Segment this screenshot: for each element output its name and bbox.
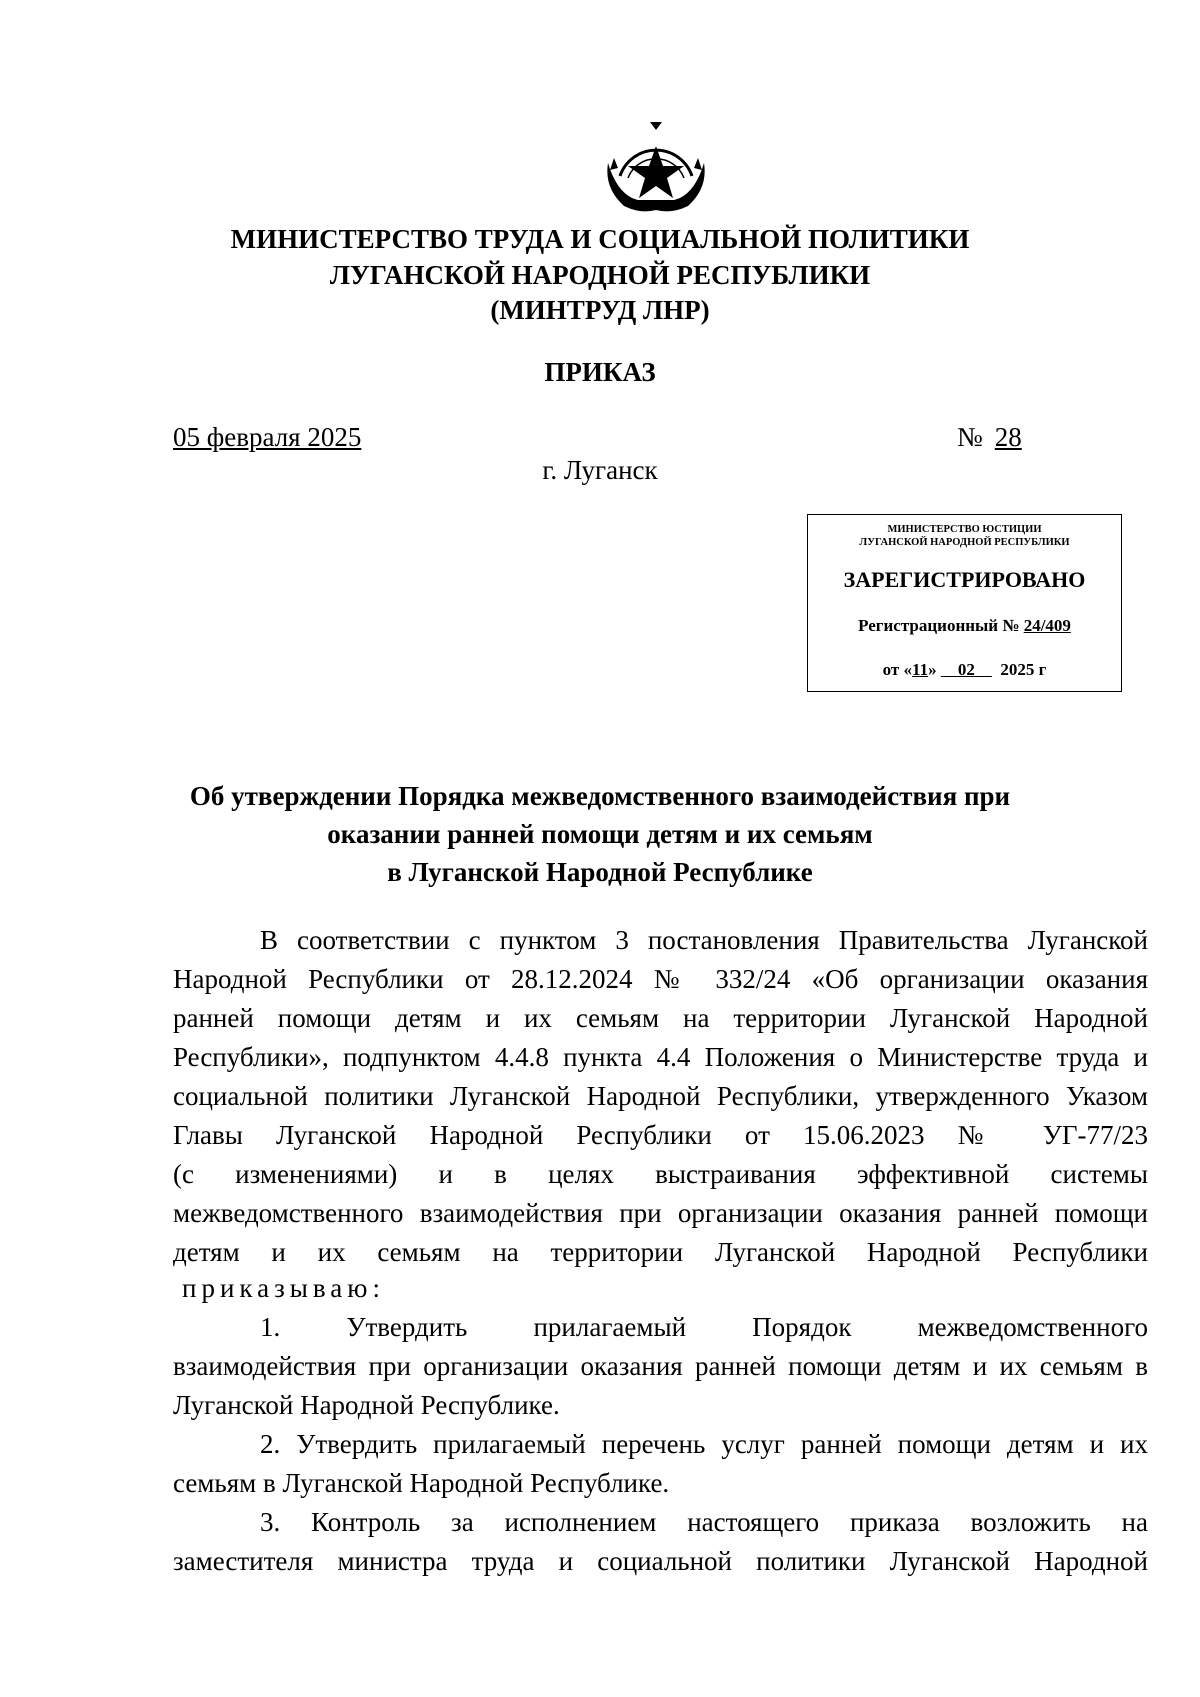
order-number-value: 28 <box>994 422 1022 452</box>
stamp-registered: ЗАРЕГИСТРИРОВАНО <box>843 567 1086 592</box>
body-line: семьям в Луганской Народной Республике. <box>173 1468 670 1498</box>
body-item-2: 2. Утвердить прилагаемый перечень услуг ранней помощи детям и их <box>260 1429 1148 1459</box>
body-line: Народной Республики от 28.12.2024 № 332/24 «Об организации оказания <box>173 964 1148 994</box>
stamp-ministry-line2: ЛУГАНСКОЙ НАРОДНОЙ РЕСПУБЛИКИ <box>859 537 1070 548</box>
body-line: межведомственного взаимодействия при организации оказания ранней помощи <box>173 1198 1148 1228</box>
ministry-name-line2: ЛУГАНСКОЙ НАРОДНОЙ РЕСПУБЛИКИ <box>329 260 871 290</box>
body-line: Республики», подпунктом 4.4.8 пункта 4.4 Положения о Министерстве труда и <box>173 1042 1148 1072</box>
order-title: ПРИКАЗ <box>544 357 656 387</box>
subject-line1: Об утверждении Порядка межведомственного взаимодействия при <box>189 781 1011 811</box>
stamp-date-day: 11 <box>912 660 929 679</box>
ministry-abbr: (МИНТРУД ЛНР) <box>490 295 710 325</box>
stamp-date-mid: » <box>928 660 937 679</box>
body-item-3: 3. Контроль за исполнением настоящего приказа возложить на <box>260 1507 1148 1537</box>
stamp-date <box>808 659 1121 681</box>
body-line: Главы Луганской Народной Республики от 15.06.2023 № УГ-77/23 <box>173 1120 1148 1150</box>
stamp-date-month <box>941 660 992 679</box>
body-line-orders: приказываю: <box>182 1273 385 1303</box>
stamp-reg-number <box>808 615 1121 637</box>
body-line: детям и их семьям на территории Луганской Народной Республики <box>173 1237 1148 1267</box>
order-number-label: № <box>957 422 983 452</box>
stamp-date-year: 2025 г <box>1000 660 1047 679</box>
coat-of-arms-emblem <box>600 118 712 218</box>
body-line: заместителя министра труда и социальной политики Луганской Народной <box>173 1546 1148 1576</box>
stamp-reg-label: Регистрационный № <box>858 616 1020 635</box>
stamp-reg-value: 24/409 <box>1023 616 1071 635</box>
body-line: социальной политики Луганской Народной Республики, утвержденного Указом <box>173 1081 1148 1111</box>
order-date: 05 февраля 2025 <box>173 422 362 452</box>
body-line: (с изменениями) и в целях выстраивания эффективной системы <box>173 1159 1148 1189</box>
body-item-1: 1. Утвердить прилагаемый Порядок межведомственного <box>260 1312 1148 1342</box>
body-line: взаимодействия при организации оказания ранней помощи детям и их семьям в <box>173 1351 1148 1381</box>
registration-stamp <box>807 514 1122 692</box>
body-line: Луганской Народной Республике. <box>173 1390 560 1420</box>
stamp-date-month-value: 02 <box>957 660 975 679</box>
subject-line2: оказании ранней помощи детям и их семьям <box>327 819 873 849</box>
stamp-date-prefix: от « <box>882 660 913 679</box>
order-city: г. Луганск <box>542 455 658 485</box>
subject-line3: в Луганской Народной Республике <box>387 857 813 887</box>
body-line: ранней помощи детям и их семьям на территории Луганской Народной <box>173 1003 1148 1033</box>
stamp-ministry-line1: МИНИСТЕРСТВО ЮСТИЦИИ <box>887 524 1042 535</box>
ministry-name-line1: МИНИСТЕРСТВО ТРУДА И СОЦИАЛЬНОЙ ПОЛИТИКИ <box>230 224 970 254</box>
order-number <box>957 420 1022 454</box>
body-line: В соответствии с пунктом 3 постановления Правительства Луганской <box>260 925 1148 955</box>
